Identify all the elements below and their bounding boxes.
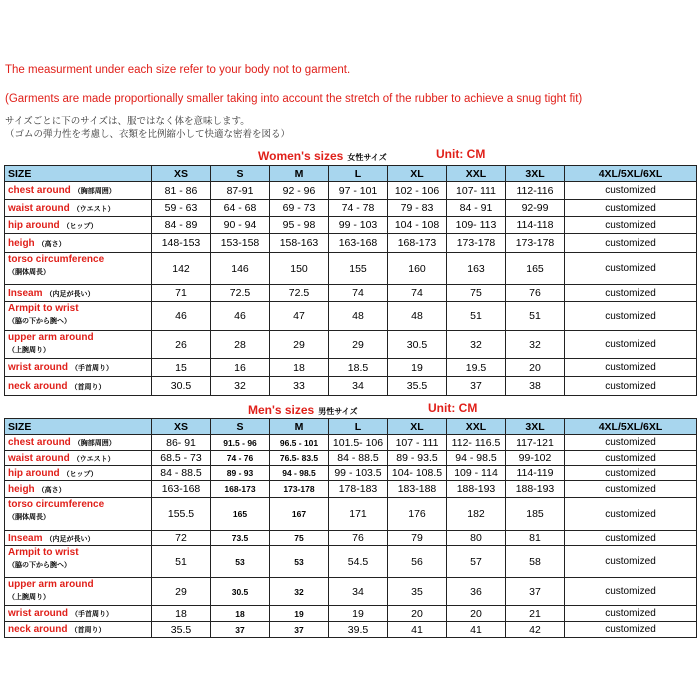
measure-name: wrist around (8, 608, 69, 619)
size-value-cell: 167 (270, 498, 329, 531)
size-value-cell: 163-168 (329, 234, 388, 253)
size-value-cell: 42 (506, 622, 565, 638)
measure-label (5, 302, 152, 331)
size-value-cell: 46 (211, 302, 270, 331)
measure-label (5, 435, 152, 451)
measure-label (5, 466, 152, 481)
measure-label (5, 285, 152, 302)
size-value-cell: 101.5- 106 (329, 435, 388, 451)
header-cell: 3XL (506, 419, 565, 435)
measure-name-jp: （脇の下から腕へ） (8, 561, 71, 569)
measure-label (5, 234, 152, 253)
size-value-cell: 74 (388, 285, 447, 302)
size-value-cell: 87-91 (211, 182, 270, 200)
size-value-cell: 109 - 114 (447, 466, 506, 481)
women-header-row (5, 166, 697, 182)
customized-cell: customized (565, 531, 697, 546)
table-row (5, 200, 697, 217)
size-value-cell: 80 (447, 531, 506, 546)
measure-name: hip around (8, 219, 60, 231)
size-value-cell: 30.5 (152, 377, 211, 396)
customized-cell: customized (565, 451, 697, 466)
size-value-cell: 19.5 (447, 359, 506, 377)
measure-name-jp: （内足が長い） (45, 534, 95, 543)
measure-name-jp: （内足が長い） (45, 289, 95, 298)
table-row (5, 481, 697, 498)
measure-name: Inseam (8, 532, 43, 544)
size-value-cell: 37 (447, 377, 506, 396)
header-cell: XXL (447, 419, 506, 435)
size-value-cell: 54.5 (329, 546, 388, 578)
size-value-cell: 148-153 (152, 234, 211, 253)
size-value-cell: 94 - 98.5 (447, 451, 506, 466)
size-value-cell: 109- 113 (447, 217, 506, 234)
table-row (5, 302, 697, 331)
customized-cell: customized (565, 466, 697, 481)
size-value-cell: 34 (329, 377, 388, 396)
customized-cell: customized (565, 622, 697, 638)
measure-name: Armpit to wrist (8, 547, 79, 558)
size-value-cell: 73.5 (211, 531, 270, 546)
size-value-cell: 46 (152, 302, 211, 331)
customized-cell: customized (565, 200, 697, 217)
size-value-cell: 20 (388, 606, 447, 622)
customized-cell: customized (565, 546, 697, 578)
size-value-cell: 107 - 111 (388, 435, 447, 451)
header-cell: M (270, 166, 329, 182)
size-value-cell: 32 (447, 331, 506, 359)
size-value-cell: 30.5 (211, 578, 270, 606)
measure-name: neck around (8, 624, 68, 635)
size-value-cell: 75 (270, 531, 329, 546)
measure-name-jp: （首周り） (70, 626, 106, 634)
size-value-cell: 95 - 98 (270, 217, 329, 234)
size-value-cell: 178-183 (329, 481, 388, 498)
measure-name-jp: （胸部周囲） (73, 187, 116, 195)
size-value-cell: 37 (506, 578, 565, 606)
measure-label (5, 331, 152, 359)
size-value-cell: 182 (447, 498, 506, 531)
size-value-cell: 112-116 (506, 182, 565, 200)
measure-label (5, 606, 152, 622)
women-sizes-title (258, 147, 486, 165)
men-sizes-title (248, 401, 478, 419)
customized-cell: customized (565, 217, 697, 234)
note-jp-body-measurement: サイズごとに下のサイズは、服ではなく体を意味します。 (5, 116, 250, 127)
size-value-cell: 163 (447, 253, 506, 285)
measure-name: waist around (8, 202, 70, 214)
size-value-cell: 18 (270, 359, 329, 377)
measure-label (5, 359, 152, 377)
measure-name: heigh (8, 483, 35, 495)
size-value-cell: 165 (506, 253, 565, 285)
measure-name-jp: （胸部周囲） (73, 439, 116, 447)
size-value-cell: 59 - 63 (152, 200, 211, 217)
header-cell: XL (388, 419, 447, 435)
measure-name-jp: （上腕周り） (8, 346, 50, 354)
size-value-cell: 165 (211, 498, 270, 531)
size-value-cell: 19 (270, 606, 329, 622)
measure-name: torso circumference (8, 499, 105, 510)
size-value-cell: 104 - 108 (388, 217, 447, 234)
size-value-cell: 47 (270, 302, 329, 331)
men-header-row (5, 419, 697, 435)
size-value-cell: 90 - 94 (211, 217, 270, 234)
men-size-table (4, 418, 697, 638)
measure-label (5, 481, 152, 498)
size-value-cell: 155 (329, 253, 388, 285)
header-cell: SIZE (5, 166, 152, 182)
size-value-cell: 75 (447, 285, 506, 302)
size-value-cell: 74 - 78 (329, 200, 388, 217)
customized-cell: customized (565, 377, 697, 396)
measure-name: Inseam (8, 287, 43, 299)
size-value-cell: 35.5 (388, 377, 447, 396)
size-value-cell: 32 (506, 331, 565, 359)
measure-name-jp: （高さ） (37, 239, 66, 248)
size-value-cell: 74 (329, 285, 388, 302)
header-cell: XXL (447, 166, 506, 182)
size-value-cell: 99-102 (506, 451, 565, 466)
customized-cell: customized (565, 253, 697, 285)
size-value-cell: 168-173 (388, 234, 447, 253)
measure-label (5, 217, 152, 234)
customized-cell: customized (565, 481, 697, 498)
note-proportional-sizing: (Garments are made proportionally smaller taking into account the stretch of the rubber to achieve a snug tight fit) (5, 93, 583, 105)
size-value-cell: 96.5 - 101 (270, 435, 329, 451)
header-cell: S (211, 419, 270, 435)
measure-name: chest around (8, 437, 71, 448)
size-value-cell: 76 (329, 531, 388, 546)
size-value-cell: 29 (152, 578, 211, 606)
size-value-cell: 84 - 88.5 (329, 451, 388, 466)
size-value-cell: 89 - 93.5 (388, 451, 447, 466)
measure-name-jp: （胴体周長） (8, 268, 50, 276)
size-value-cell: 18 (211, 606, 270, 622)
size-value-cell: 32 (270, 578, 329, 606)
size-value-cell: 41 (447, 622, 506, 638)
measure-name: upper arm around (8, 332, 94, 343)
size-value-cell: 173-178 (447, 234, 506, 253)
measure-name: hip around (8, 467, 60, 479)
women-size-table (4, 165, 697, 396)
measure-name: heigh (8, 237, 35, 249)
size-value-cell: 185 (506, 498, 565, 531)
table-row (5, 466, 697, 481)
size-value-cell: 142 (152, 253, 211, 285)
table-row (5, 435, 697, 451)
size-value-cell: 20 (447, 606, 506, 622)
header-cell: 4XL/5XL/6XL (565, 419, 697, 435)
table-row (5, 546, 697, 578)
size-value-cell: 20 (506, 359, 565, 377)
customized-cell: customized (565, 359, 697, 377)
women-title-text: Women's sizes (258, 149, 344, 163)
size-value-cell: 183-188 (388, 481, 447, 498)
size-value-cell: 41 (388, 622, 447, 638)
size-value-cell: 158-163 (270, 234, 329, 253)
table-row (5, 182, 697, 200)
size-value-cell: 107- 111 (447, 182, 506, 200)
measure-name: upper arm around (8, 579, 94, 590)
size-value-cell: 69 - 73 (270, 200, 329, 217)
table-row (5, 531, 697, 546)
size-value-cell: 28 (211, 331, 270, 359)
size-value-cell: 84 - 91 (447, 200, 506, 217)
header-cell: 4XL/5XL/6XL (565, 166, 697, 182)
size-value-cell: 37 (211, 622, 270, 638)
size-value-cell: 36 (447, 578, 506, 606)
size-value-cell: 76.5- 83.5 (270, 451, 329, 466)
measure-name-jp: （ヒップ） (62, 469, 98, 478)
customized-cell: customized (565, 606, 697, 622)
men-unit: Unit: CM (428, 401, 478, 415)
size-value-cell: 86- 91 (152, 435, 211, 451)
men-title-jp: 男性サイズ (318, 407, 358, 416)
size-value-cell: 48 (329, 302, 388, 331)
customized-cell: customized (565, 182, 697, 200)
measure-label (5, 546, 152, 578)
size-value-cell: 146 (211, 253, 270, 285)
size-value-cell: 51 (447, 302, 506, 331)
table-row (5, 498, 697, 531)
size-value-cell: 153-158 (211, 234, 270, 253)
size-value-cell: 81 - 86 (152, 182, 211, 200)
measure-name-jp: （ウエスト） (72, 454, 115, 463)
measure-label (5, 253, 152, 285)
measure-name-jp: （上腕周り） (8, 593, 50, 601)
size-value-cell: 33 (270, 377, 329, 396)
customized-cell: customized (565, 234, 697, 253)
measure-label (5, 377, 152, 396)
measure-name-jp: （高さ） (37, 485, 66, 494)
size-value-cell: 72.5 (211, 285, 270, 302)
size-value-cell: 29 (270, 331, 329, 359)
size-value-cell: 163-168 (152, 481, 211, 498)
header-cell: L (329, 419, 388, 435)
size-value-cell: 57 (447, 546, 506, 578)
size-value-cell: 68.5 - 73 (152, 451, 211, 466)
size-value-cell: 176 (388, 498, 447, 531)
size-value-cell: 71 (152, 285, 211, 302)
size-value-cell: 74 - 76 (211, 451, 270, 466)
customized-cell: customized (565, 498, 697, 531)
measure-name-jp: （手首周り） (71, 364, 114, 372)
size-value-cell: 99 - 103 (329, 217, 388, 234)
size-value-cell: 51 (152, 546, 211, 578)
size-value-cell: 79 - 83 (388, 200, 447, 217)
table-row (5, 578, 697, 606)
size-value-cell: 51 (506, 302, 565, 331)
table-row (5, 331, 697, 359)
header-cell: S (211, 166, 270, 182)
size-value-cell: 21 (506, 606, 565, 622)
measure-name: chest around (8, 185, 71, 196)
size-value-cell: 79 (388, 531, 447, 546)
customized-cell: customized (565, 435, 697, 451)
header-cell: XS (152, 419, 211, 435)
table-row (5, 451, 697, 466)
measure-name-jp: （手首周り） (71, 610, 114, 618)
measure-name: neck around (8, 380, 68, 392)
table-row (5, 622, 697, 638)
size-value-cell: 18.5 (329, 359, 388, 377)
size-value-cell: 53 (211, 546, 270, 578)
header-cell: 3XL (506, 166, 565, 182)
measure-label (5, 578, 152, 606)
size-value-cell: 32 (211, 377, 270, 396)
size-value-cell: 39.5 (329, 622, 388, 638)
size-value-cell: 114-118 (506, 217, 565, 234)
size-value-cell: 29 (329, 331, 388, 359)
measure-name: torso circumference (8, 254, 105, 265)
size-value-cell: 99 - 103.5 (329, 466, 388, 481)
size-value-cell: 102 - 106 (388, 182, 447, 200)
size-value-cell: 173-178 (270, 481, 329, 498)
size-value-cell: 155.5 (152, 498, 211, 531)
measure-name-jp: （脇の下から腕へ） (8, 317, 71, 325)
customized-cell: customized (565, 578, 697, 606)
measure-label (5, 531, 152, 546)
table-row (5, 359, 697, 377)
header-cell: SIZE (5, 419, 152, 435)
size-value-cell: 48 (388, 302, 447, 331)
size-value-cell: 35 (388, 578, 447, 606)
size-value-cell: 76 (506, 285, 565, 302)
header-cell: XL (388, 166, 447, 182)
size-value-cell: 94 - 98.5 (270, 466, 329, 481)
table-row (5, 377, 697, 396)
size-value-cell: 37 (270, 622, 329, 638)
size-value-cell: 188-193 (506, 481, 565, 498)
size-value-cell: 168-173 (211, 481, 270, 498)
size-value-cell: 84 - 88.5 (152, 466, 211, 481)
header-cell: M (270, 419, 329, 435)
measure-name-jp: （ウエスト） (72, 204, 115, 213)
measure-name-jp: （首周り） (70, 382, 106, 391)
size-value-cell: 58 (506, 546, 565, 578)
note-jp-proportional-sizing: （ゴムの弾力性を考慮し、衣類を比例縮小して快適な密着を図る） (5, 129, 291, 140)
size-value-cell: 188-193 (447, 481, 506, 498)
size-value-cell: 91.5 - 96 (211, 435, 270, 451)
size-value-cell: 35.5 (152, 622, 211, 638)
measure-label (5, 182, 152, 200)
size-value-cell: 92-99 (506, 200, 565, 217)
size-value-cell: 81 (506, 531, 565, 546)
size-value-cell: 34 (329, 578, 388, 606)
size-value-cell: 112- 116.5 (447, 435, 506, 451)
size-value-cell: 117-121 (506, 435, 565, 451)
size-value-cell: 56 (388, 546, 447, 578)
size-value-cell: 19 (388, 359, 447, 377)
customized-cell: customized (565, 285, 697, 302)
size-value-cell: 160 (388, 253, 447, 285)
size-value-cell: 26 (152, 331, 211, 359)
size-value-cell: 104- 108.5 (388, 466, 447, 481)
measure-name: Armpit to wrist (8, 303, 79, 314)
measure-label (5, 200, 152, 217)
table-row (5, 606, 697, 622)
measure-name-jp: （胴体周長） (8, 513, 50, 521)
size-value-cell: 15 (152, 359, 211, 377)
size-value-cell: 97 - 101 (329, 182, 388, 200)
table-row (5, 234, 697, 253)
women-unit: Unit: CM (436, 147, 486, 161)
table-row (5, 253, 697, 285)
size-value-cell: 30.5 (388, 331, 447, 359)
size-value-cell: 171 (329, 498, 388, 531)
size-value-cell: 72 (152, 531, 211, 546)
note-body-measurement: The measurment under each size refer to your body not to garment. (5, 64, 351, 76)
table-row (5, 285, 697, 302)
measure-label (5, 451, 152, 466)
measure-label (5, 498, 152, 531)
size-value-cell: 38 (506, 377, 565, 396)
size-value-cell: 84 - 89 (152, 217, 211, 234)
customized-cell: customized (565, 302, 697, 331)
size-value-cell: 16 (211, 359, 270, 377)
size-value-cell: 114-119 (506, 466, 565, 481)
men-title-text: Men's sizes (248, 403, 315, 417)
measure-name: waist around (8, 452, 70, 464)
size-value-cell: 173-178 (506, 234, 565, 253)
size-value-cell: 19 (329, 606, 388, 622)
header-cell: L (329, 166, 388, 182)
table-row (5, 217, 697, 234)
size-value-cell: 18 (152, 606, 211, 622)
women-title-jp: 女性サイズ (347, 153, 387, 162)
size-value-cell: 64 - 68 (211, 200, 270, 217)
size-value-cell: 89 - 93 (211, 466, 270, 481)
header-cell: XS (152, 166, 211, 182)
size-value-cell: 72.5 (270, 285, 329, 302)
size-value-cell: 53 (270, 546, 329, 578)
measure-name: wrist around (8, 362, 69, 373)
size-value-cell: 92 - 96 (270, 182, 329, 200)
customized-cell: customized (565, 331, 697, 359)
size-value-cell: 150 (270, 253, 329, 285)
measure-label (5, 622, 152, 638)
measure-name-jp: （ヒップ） (62, 221, 98, 230)
